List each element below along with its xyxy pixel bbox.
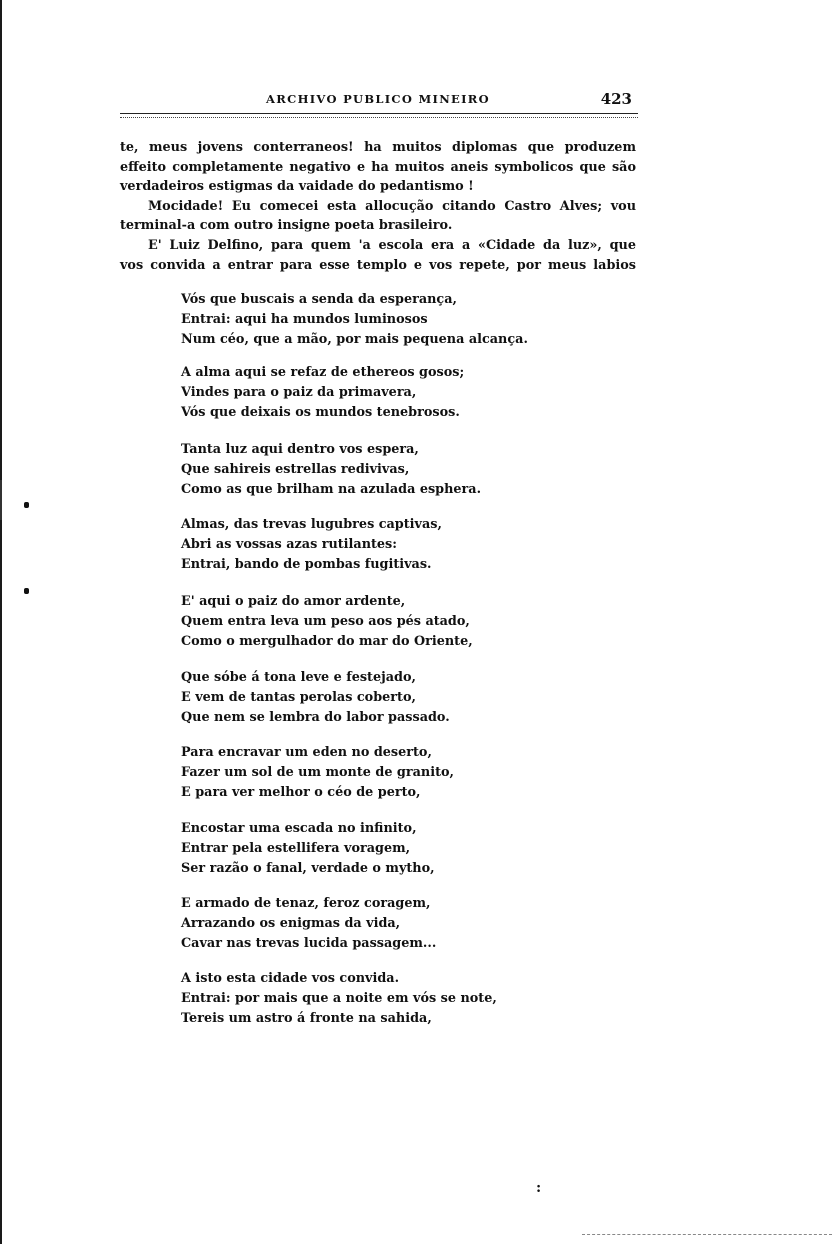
text-line: vos convida a entrar para esse templo e vos repete, por meus labios xyxy=(120,257,636,273)
prose-block xyxy=(120,138,636,275)
verse-line: Vós que deixais os mundos tenebrosos. xyxy=(181,404,460,420)
verse-line: Vós que buscais a senda da esperança, xyxy=(181,292,457,307)
verse-line: Abri as vossas azas rutilantes: xyxy=(181,536,397,552)
stanza-5 xyxy=(181,592,473,651)
margin-dot xyxy=(24,502,29,508)
verse-line: Fazer um sol de um monte de granito, xyxy=(181,764,454,780)
paragraph-3 xyxy=(120,236,636,275)
verse-line: Como o mergulhador do mar do Oriente, xyxy=(181,633,473,649)
stanza-9 xyxy=(181,894,436,953)
verse-line: Que sóbe á tona leve e festejado, xyxy=(181,670,416,685)
running-header xyxy=(120,92,636,112)
verse-line: E' aqui o paiz do amor ardente, xyxy=(181,594,406,609)
verse-line: Vindes para o paiz da primavera, xyxy=(181,384,417,400)
verse-line: A isto esta cidade vos convida. xyxy=(181,971,400,986)
page-number: 423 xyxy=(600,90,632,108)
page-left-edge xyxy=(0,0,2,1244)
verse-line: Tereis um astro á fronte na sahida, xyxy=(181,1010,432,1026)
verse-line: Entrai: por mais que a noite em vós se note, xyxy=(181,990,497,1006)
verse-line: E vem de tantas perolas coberto, xyxy=(181,689,416,705)
stanza-7 xyxy=(181,743,454,802)
stanza-4 xyxy=(181,515,442,574)
verse-line: Como as que brilham na azulada esphera. xyxy=(181,481,482,497)
paragraph-1 xyxy=(120,138,636,197)
text-line: E' Luiz Delfino, para quem 'a escola era a «Cidade da luz», que xyxy=(148,237,636,253)
stanza-3 xyxy=(181,440,481,499)
bottom-rule xyxy=(582,1234,832,1235)
verse-line: Para encravar um eden no deserto, xyxy=(181,745,432,760)
verse-line: E armado de tenaz, feroz coragem, xyxy=(181,896,431,911)
verse-line: Cavar nas trevas lucida passagem... xyxy=(181,935,437,951)
stanza-10 xyxy=(181,969,497,1028)
margin-dot xyxy=(24,588,29,594)
footer-mark: : xyxy=(536,1180,542,1196)
text-line: te, meus jovens conterraneos! ha muitos diplomas que produzem xyxy=(120,140,636,155)
verse-line: Ser razão o fanal, verdade o mytho, xyxy=(181,860,435,876)
stanza-2 xyxy=(181,363,464,422)
header-rule xyxy=(120,113,638,118)
verse-line: Entrai, bando de pombas fugitivas. xyxy=(181,556,432,572)
stanza-6 xyxy=(181,668,450,727)
verse-line: Que nem se lembra do labor passado. xyxy=(181,709,450,725)
verse-line: Almas, das trevas lugubres captivas, xyxy=(181,517,442,532)
text-line: terminal-a com outro insigne poeta brasileiro. xyxy=(120,218,453,234)
verse-line: Que sahireis estrellas redivivas, xyxy=(181,461,410,477)
paragraph-2 xyxy=(120,197,636,236)
stanza-8 xyxy=(181,819,435,878)
verse-line: Entrar pela estellifera voragem, xyxy=(181,840,411,856)
verse-line: Num céo, que a mão, por mais pequena alcança. xyxy=(181,331,528,347)
stanza-1 xyxy=(181,290,528,349)
page-edge-mark xyxy=(0,480,2,520)
text-line: Mocidade! Eu comecei esta allocução citando Castro Alves; vou xyxy=(148,198,636,214)
text-line: effeito completamente negativo e ha muitos aneis symbolicos que são xyxy=(120,159,636,175)
verse-line: Tanta luz aqui dentro vos espera, xyxy=(181,442,419,457)
verse-line: Entrai: aqui ha mundos luminosos xyxy=(181,311,428,327)
verse-line: E para ver melhor o céo de perto, xyxy=(181,784,421,800)
verse-line: Arrazando os enigmas da vida, xyxy=(181,915,401,931)
verse-line: A alma aqui se refaz de ethereos gosos; xyxy=(181,365,465,380)
verse-line: Quem entra leva um peso aos pés atado, xyxy=(181,613,470,629)
verse-line: Encostar uma escada no infinito, xyxy=(181,821,417,836)
text-line: verdadeiros estigmas da vaidade do pedantismo ! xyxy=(120,179,474,195)
header-title: ARCHIVO PUBLICO MINEIRO xyxy=(266,92,490,106)
